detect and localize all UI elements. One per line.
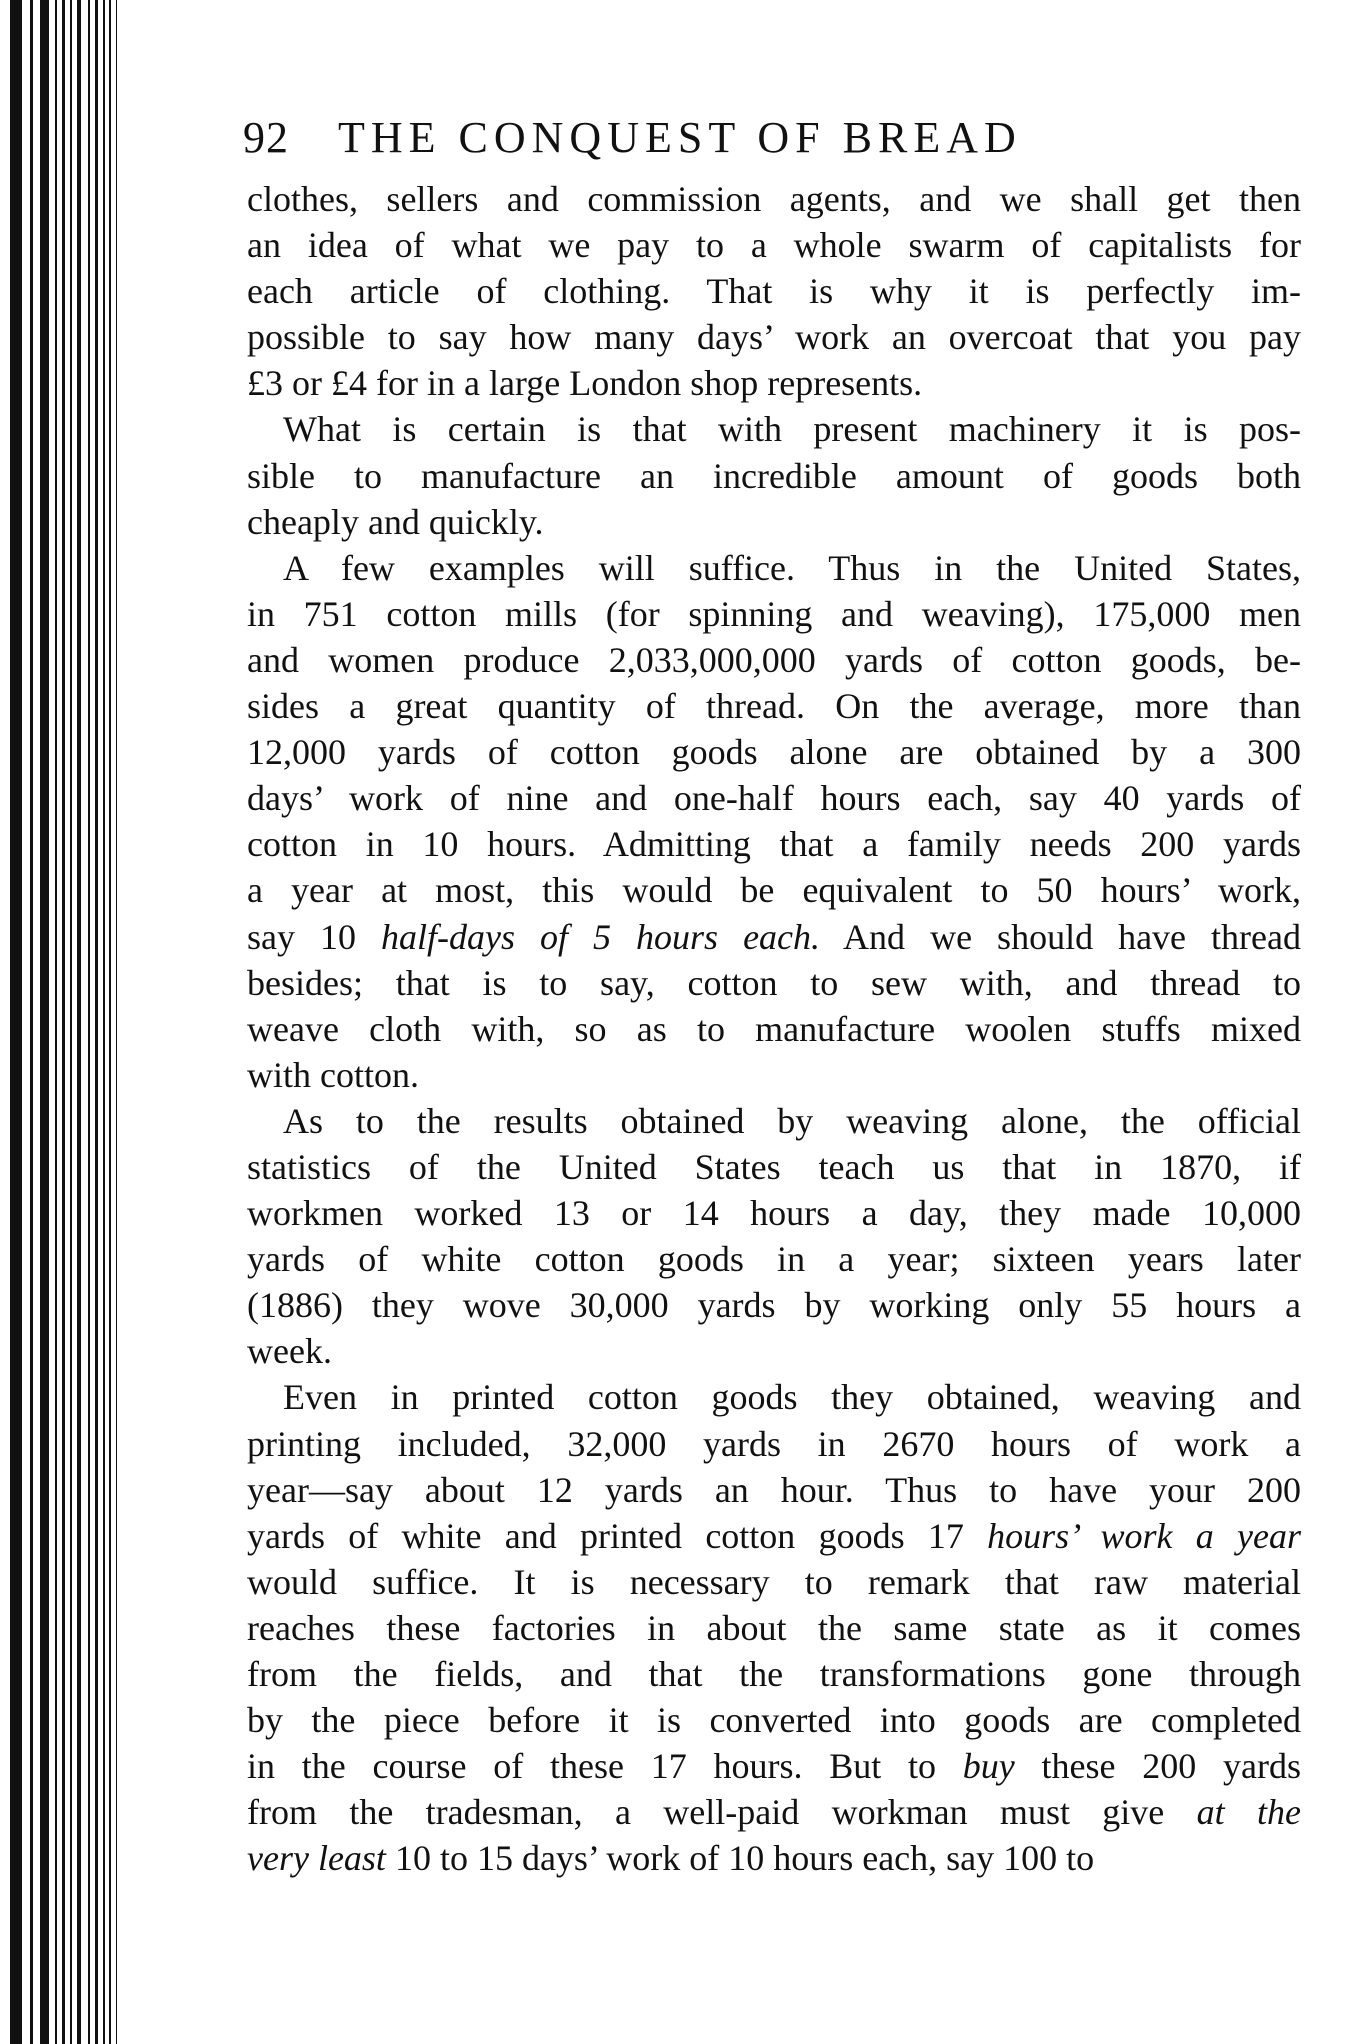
text-line: very least 10 to 15 days’ work of 10 hours each, say 100 to (247, 1838, 1095, 1879)
text-line: in the course of these 17 hours. But to buy these 200 yards (247, 1746, 1301, 1787)
italic-text: hours’ work a year (987, 1515, 1302, 1556)
text-line: possible to say how many days’ work an overcoat that you pay (247, 317, 1301, 358)
text-line: in 751 cotton mills (for spinning and weaving), 175,000 men (247, 593, 1301, 634)
page-header (243, 108, 1303, 168)
text-line: sible to manufacture an incredible amount of goods both (247, 455, 1301, 496)
text-line: year—say about 12 yards an hour. Thus to have your 200 (247, 1469, 1301, 1510)
text-line: yards of white and printed cotton goods 17 hours’ work a year (247, 1515, 1302, 1556)
text-line: besides; that is to say, cotton to sew with, and thread to (247, 962, 1301, 1003)
text-line: sides a great quantity of thread. On the average, more than (247, 686, 1301, 727)
text-line: by the piece before it is converted into goods are completed (247, 1700, 1301, 1741)
text-line: a year at most, this would be equivalent to 50 hours’ work, (247, 870, 1301, 911)
text-line: weave cloth with, so as to manufacture woolen stuffs mixed (247, 1008, 1301, 1049)
text-line: reaches these factories in about the same state as it comes (247, 1607, 1301, 1648)
text-line: statistics of the United States teach us that in 1870, if (247, 1146, 1301, 1187)
italic-text: half-days of 5 hours each. (381, 916, 821, 957)
text-line: cheaply and quickly. (247, 501, 544, 542)
text-line: (1886) they wove 30,000 yards by working only 55 hours a (247, 1285, 1301, 1326)
text-line: workmen worked 13 or 14 hours a day, they made 10,000 (247, 1193, 1301, 1234)
italic-text: at the (1196, 1792, 1301, 1833)
text-line: days’ work of nine and one-half hours each, say 40 yards of (247, 778, 1301, 819)
text-line: A few examples will suffice. Thus in the United States, (283, 547, 1301, 588)
text-line: 12,000 yards of cotton goods alone are obtained by a 300 (247, 732, 1301, 773)
running-title: THE CONQUEST OF BREAD (338, 113, 1022, 162)
text-line: As to the results obtained by weaving alone, the official (283, 1100, 1301, 1141)
text-line: week. (247, 1331, 332, 1372)
text-line: cotton in 10 hours. Admitting that a family needs 200 yards (247, 824, 1301, 865)
book-binding-edge (0, 0, 150, 2044)
text-line: printing included, 32,000 yards in 2670 hours of work a (247, 1423, 1301, 1464)
text-line: with cotton. (247, 1054, 419, 1095)
text-line: clothes, sellers and commission agents, and we shall get then (247, 179, 1301, 219)
page-number: 92 (243, 113, 289, 162)
body-text (247, 176, 1301, 1881)
italic-text: very least (247, 1838, 386, 1879)
text-line: from the fields, and that the transformations gone through (247, 1654, 1301, 1694)
italic-text: buy (962, 1746, 1015, 1787)
text-line: from the tradesman, a well-paid workman must give at the (247, 1792, 1301, 1833)
text-line: Even in printed cotton goods they obtained, weaving and (283, 1377, 1301, 1418)
text-line: an idea of what we pay to a whole swarm of capitalists for (247, 225, 1301, 266)
text-line: £3 or £4 for in a large London shop represents. (247, 363, 923, 404)
text-line: What is certain is that with present machinery it is pos- (283, 409, 1301, 450)
text-line: would suffice. It is necessary to remark that raw material (247, 1561, 1301, 1602)
text-line: each article of clothing. That is why it is perfectly im- (247, 271, 1301, 312)
text-line: and women produce 2,033,000,000 yards of cotton goods, be- (247, 639, 1301, 680)
text-line: say 10 half-days of 5 hours each. And we should have thread (247, 916, 1301, 957)
text-line: yards of white cotton goods in a year; sixteen years later (247, 1239, 1301, 1280)
